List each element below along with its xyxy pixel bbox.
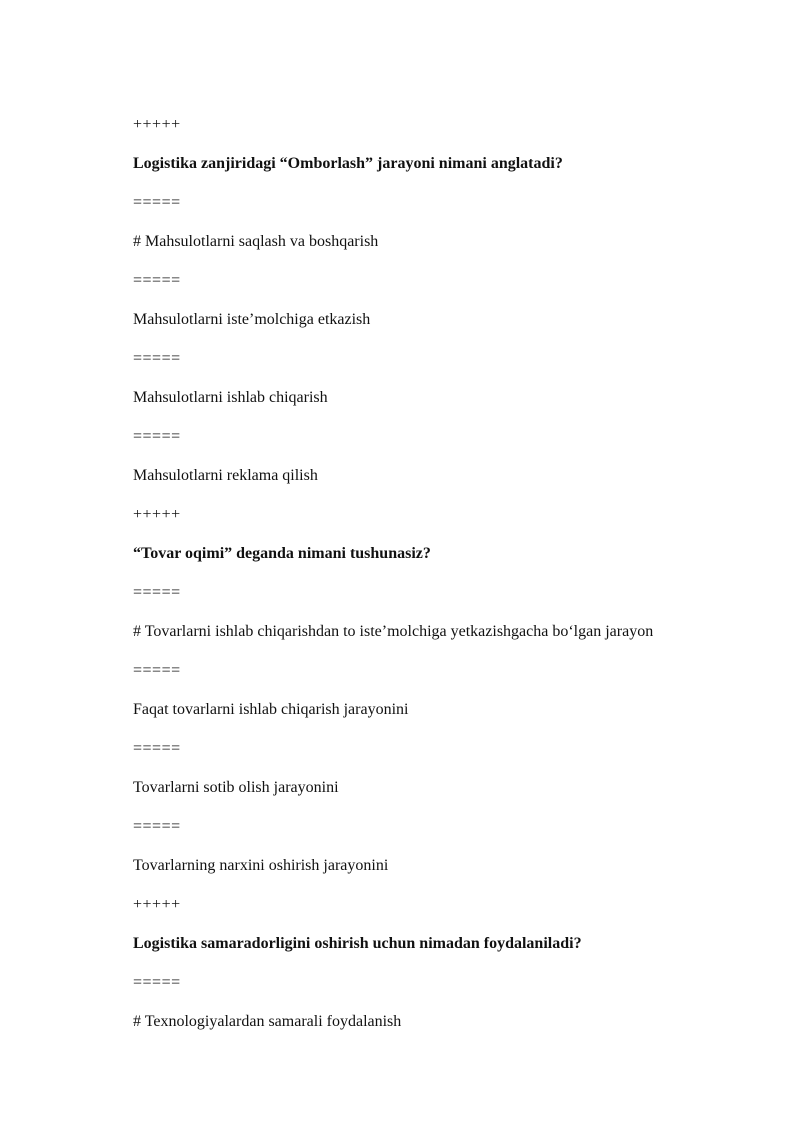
block-marker: +++++ xyxy=(133,506,181,523)
answer-option: # Texnologiyalardan samarali foydalanish xyxy=(133,1013,402,1030)
answer-option: # Tovarlarni ishlab chiqarishdan to iste’molchiga yetkazishgacha bo‘lgan jarayon xyxy=(133,623,654,640)
block-marker: +++++ xyxy=(133,896,181,913)
answer-separator: ===== xyxy=(133,974,181,991)
question-text: “Tovar oqimi” deganda nimani tushunasiz? xyxy=(133,545,431,562)
answer-option: Tovarlarning narxini oshirish jarayonini xyxy=(133,857,389,874)
answer-separator: ===== xyxy=(133,350,181,367)
answer-separator: ===== xyxy=(133,584,181,601)
answer-separator: ===== xyxy=(133,740,181,757)
answer-option: # Mahsulotlarni saqlash va boshqarish xyxy=(133,233,379,250)
answer-separator: ===== xyxy=(133,428,181,445)
answer-separator: ===== xyxy=(133,818,181,835)
answer-separator: ===== xyxy=(133,662,181,679)
question-text: Logistika samaradorligini oshirish uchun nimadan foydalaniladi? xyxy=(133,935,582,952)
answer-option: Faqat tovarlarni ishlab chiqarish jarayonini xyxy=(133,701,409,718)
answer-option: Mahsulotlarni ishlab chiqarish xyxy=(133,389,328,406)
block-marker: +++++ xyxy=(133,116,181,133)
answer-option: Tovarlarni sotib olish jarayonini xyxy=(133,779,339,796)
question-text: Logistika zanjiridagi “Omborlash” jarayoni nimani anglatadi? xyxy=(133,155,563,172)
answer-option: Mahsulotlarni iste’molchiga etkazish xyxy=(133,311,371,328)
answer-separator: ===== xyxy=(133,194,181,211)
answer-separator: ===== xyxy=(133,272,181,289)
answer-option: Mahsulotlarni reklama qilish xyxy=(133,467,318,484)
